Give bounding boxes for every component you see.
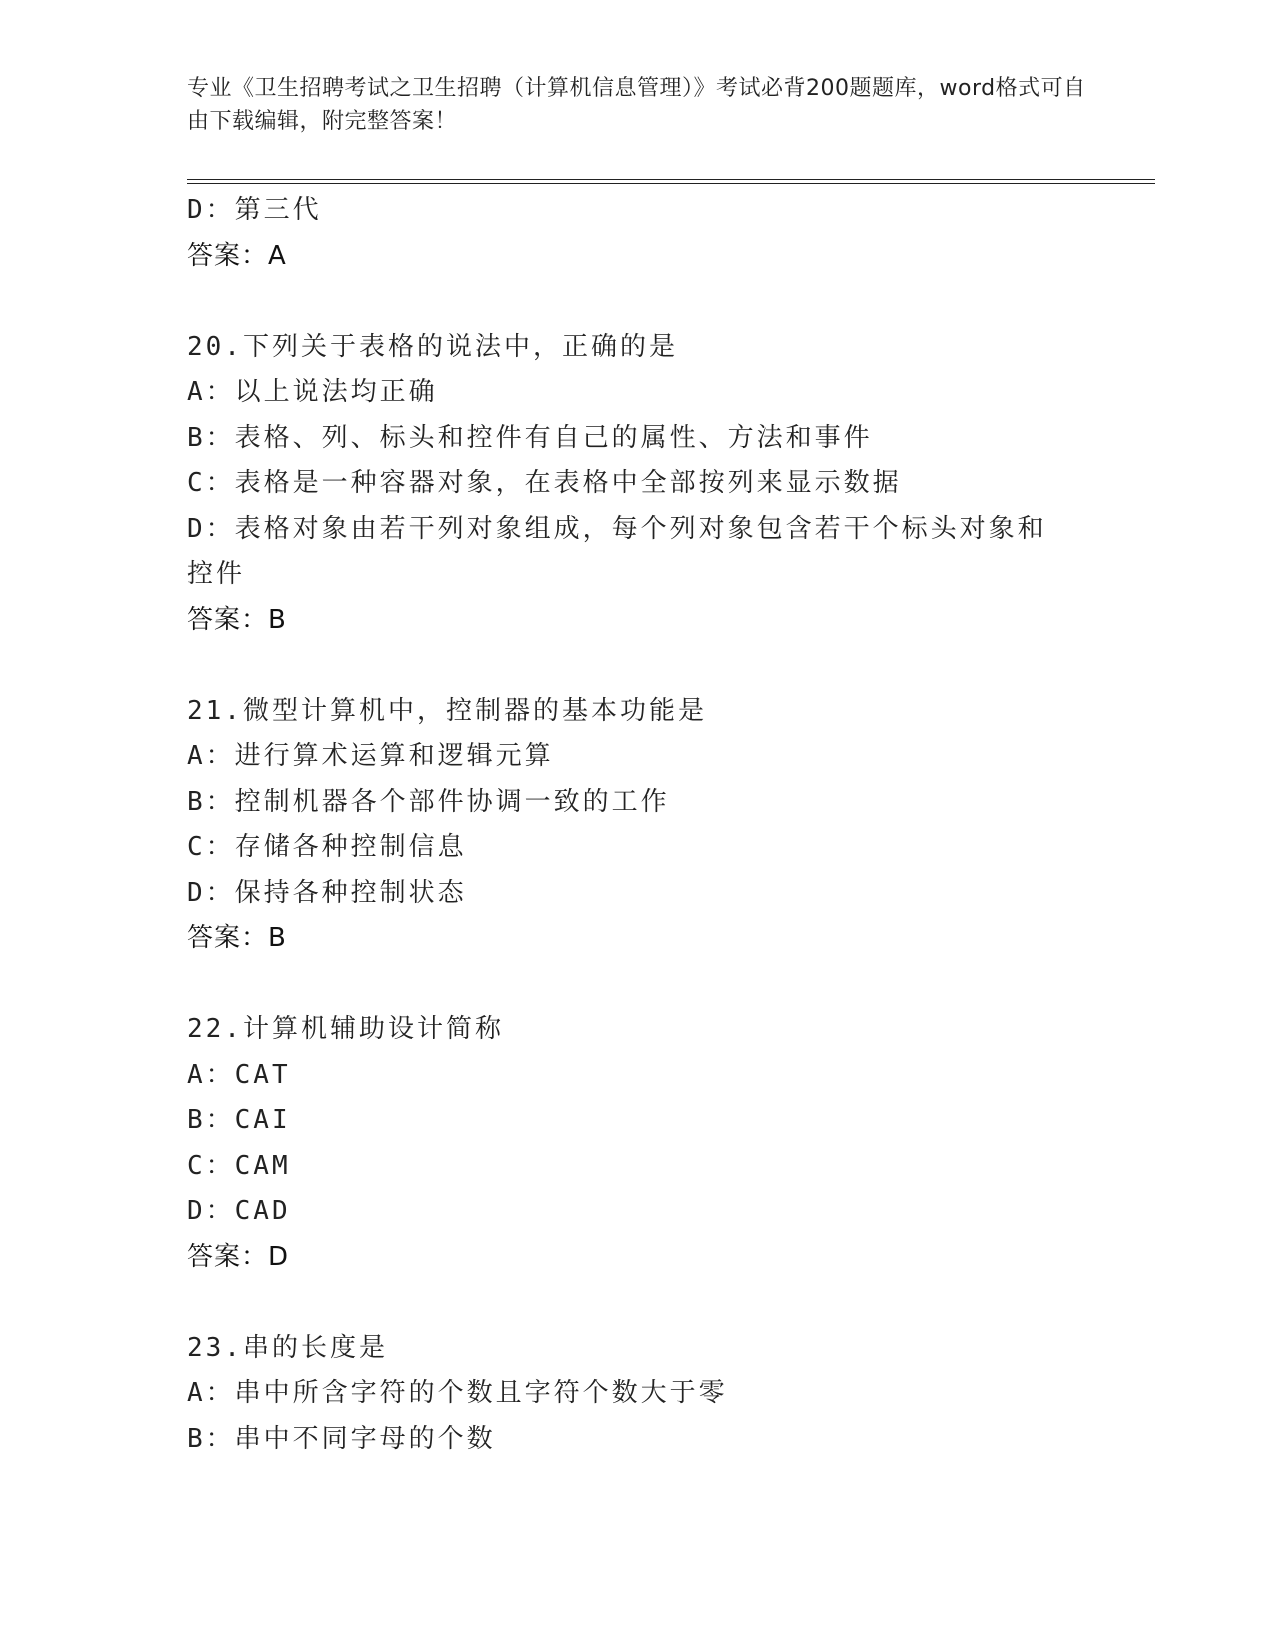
carryover-answer: 答案：A (187, 240, 287, 271)
question-stem: 21.微型计算机中，控制器的基本功能是 (187, 695, 707, 726)
question-23 (187, 1326, 1087, 1463)
option-c: C：存储各种控制信息 (187, 832, 467, 862)
option-b: B：控制机器各个部件协调一致的工作 (187, 786, 670, 817)
option-a: A：进行算术运算和逻辑元算 (187, 741, 554, 771)
question-stem: 23.串的长度是 (187, 1332, 388, 1363)
question-stem: 22.计算机辅助设计简称 (187, 1014, 504, 1044)
option-d: D：表格对象由若干列对象组成，每个列对象包含若干个标头对象和控件 (187, 513, 1047, 589)
question-22 (187, 1007, 1087, 1280)
option-c: C：表格是一种容器对象，在表格中全部按列来显示数据 (187, 468, 902, 498)
question-20 (187, 325, 1087, 644)
spacer (187, 279, 1087, 325)
spacer (187, 962, 1087, 1008)
answer: 答案：B (187, 923, 287, 953)
option-c: C：CAM (187, 1150, 291, 1181)
page-header: 专业《卫生招聘考试之卫生招聘（计算机信息管理）》考试必背200题题库，word格式可自由下载编辑，附完整答案！ (187, 76, 1086, 134)
question-21 (187, 689, 1087, 962)
option-b: B：表格、列、标头和控件有自己的属性、方法和事件 (187, 422, 873, 453)
option-d: D：保持各种控制状态 (187, 877, 467, 908)
option-a: A：串中所含字符的个数且字符个数大于零 (187, 1378, 728, 1408)
spacer (187, 643, 1087, 689)
question-stem: 20.下列关于表格的说法中，正确的是 (187, 331, 678, 362)
spacer (187, 1280, 1087, 1326)
carryover-option-d: D：第三代 (187, 195, 322, 225)
option-a: A：以上说法均正确 (187, 377, 438, 407)
answer: 答案：D (187, 1241, 290, 1272)
option-a: A：CAT (187, 1059, 291, 1090)
answer: 答案：B (187, 604, 287, 635)
option-d: D：CAD (187, 1196, 291, 1226)
header-double-rule (187, 179, 1155, 184)
option-b: B：串中不同字母的个数 (187, 1423, 496, 1454)
question-content (187, 188, 1087, 1462)
option-b: B：CAI (187, 1105, 291, 1135)
